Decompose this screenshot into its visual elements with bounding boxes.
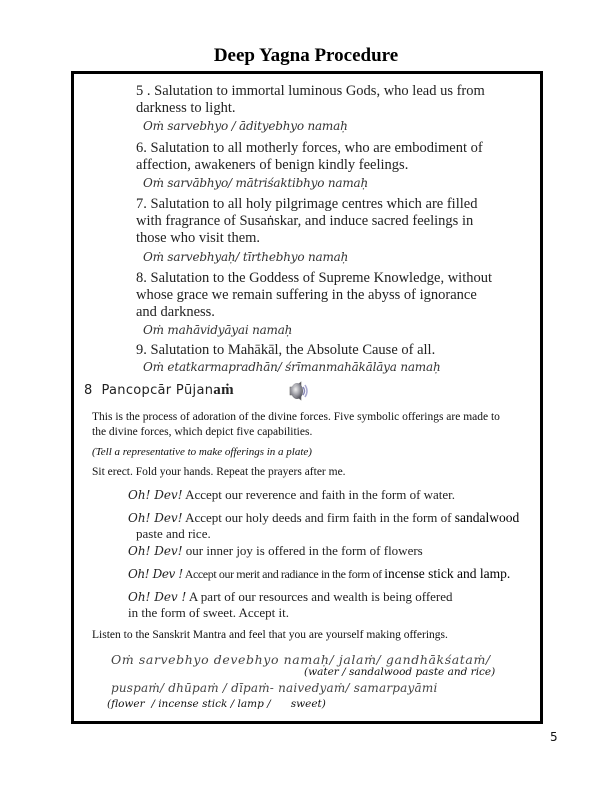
prayer-text: our inner joy is offered in the form of flowers (182, 543, 423, 558)
prayer-sweet (128, 589, 453, 605)
section-heading (84, 382, 234, 399)
salutation-6-mantra: Oṁ sarvābhyo/ mātriśaktibhyo namaḥ (143, 176, 369, 190)
mantra-line-2: puspaṁ/ dhūpaṁ / dīpaṁ- naivedyaṁ/ samarpayāmi (111, 681, 438, 695)
salutation-5-line-1: 5 . Salutation to immortal luminous Gods, who lead us from (136, 83, 485, 99)
prayer-flowers (128, 543, 423, 559)
intro-line-1: This is the process of adoration of the divine forces. Five symbolic offerings are made to (92, 411, 500, 423)
listen-instruction: Listen to the Sanskrit Mantra and feel that you are yourself making offerings. (92, 629, 448, 641)
section-number: 8 (84, 383, 93, 398)
prayer-prefix: Oh! Dev! (128, 544, 183, 558)
page-number: 5 (550, 730, 558, 744)
prayer-sandalwood-line-2: paste and rice. (136, 526, 211, 541)
offering-instruction: (Tell a representative to make offerings in a plate) (92, 446, 312, 458)
salutation-7-line-2: with fragrance of Susaṅskar, and induce sacred feelings in (136, 213, 474, 229)
page-title: Deep Yagna Procedure (213, 45, 399, 66)
section-title: Pancopcār Pūjan (101, 383, 214, 398)
salutation-8-line-3: and darkness. (136, 304, 215, 320)
prayer-prefix: Oh! Dev ! (128, 567, 183, 581)
salutation-8-line-2: whose grace we remain suffering in the abyss of ignorance (136, 287, 477, 303)
prayer-tail: incense stick and lamp. (384, 566, 511, 581)
prayer-tail: sandalwood (454, 510, 520, 525)
gloss-line-1: (water / sandalwood paste and rice) (304, 666, 496, 678)
sit-instruction: Sit erect. Fold your hands. Repeat the prayers after me. (92, 466, 346, 478)
prayer-prefix: Oh! Dev! (128, 488, 183, 502)
section-title-suffix: aṁ (213, 382, 234, 398)
salutation-7-line-3: those who visit them. (136, 230, 261, 246)
salutation-7-line-1: 7. Salutation to all holy pilgrimage centres which are filled (136, 196, 478, 212)
prayer-text: Accept our merit and radiance in the form of (182, 567, 385, 581)
prayer-sweet-line-2: in the form of sweet. Accept it. (128, 605, 290, 620)
prayer-text: A part of our resources and wealth is being offered (186, 589, 453, 604)
salutation-9-line-1: 9. Salutation to Mahākāl, the Absolute Cause of all. (136, 342, 436, 358)
prayer-prefix: Oh! Dev ! (128, 590, 187, 604)
salutation-7-mantra: Oṁ sarvebhyaḥ/ tīrthebhyo namaḥ (143, 250, 349, 264)
intro-line-2: the divine forces, which depict five capabilities. (92, 426, 313, 438)
prayer-text: Accept our reverence and faith in the form of water. (182, 487, 456, 502)
salutation-5-line-2: darkness to light. (136, 100, 236, 116)
speaker-icon[interactable] (286, 378, 312, 404)
mantra-line-1: Oṁ sarvebhyo devebhyo namaḥ/ jalaṁ/ gandhākśataṁ/ (111, 652, 491, 667)
salutation-6-line-1: 6. Salutation to all motherly forces, who are embodiment of (136, 140, 483, 156)
prayer-incense (128, 566, 510, 582)
prayer-prefix: Oh! Dev! (128, 511, 183, 525)
prayer-water (128, 487, 455, 503)
prayer-text: Accept our holy deeds and firm faith in the form of (182, 510, 455, 525)
salutation-5-mantra: Oṁ sarvebhyo / ādityebhyo namaḥ (143, 119, 348, 133)
salutation-9-mantra: Oṁ etatkarmapradhān/ śrīmanmahākālāya namaḥ (143, 360, 441, 374)
salutation-6-line-2: affection, awakeners of benign kindly feelings. (136, 157, 409, 173)
salutation-8-line-1: 8. Salutation to the Goddess of Supreme Knowledge, without (136, 270, 493, 286)
prayer-sandalwood (128, 510, 519, 526)
salutation-8-mantra: Oṁ mahāvidyāyai namaḥ (143, 323, 293, 337)
gloss-line-2: (flower / incense stick / lamp / sweet) (107, 698, 326, 710)
